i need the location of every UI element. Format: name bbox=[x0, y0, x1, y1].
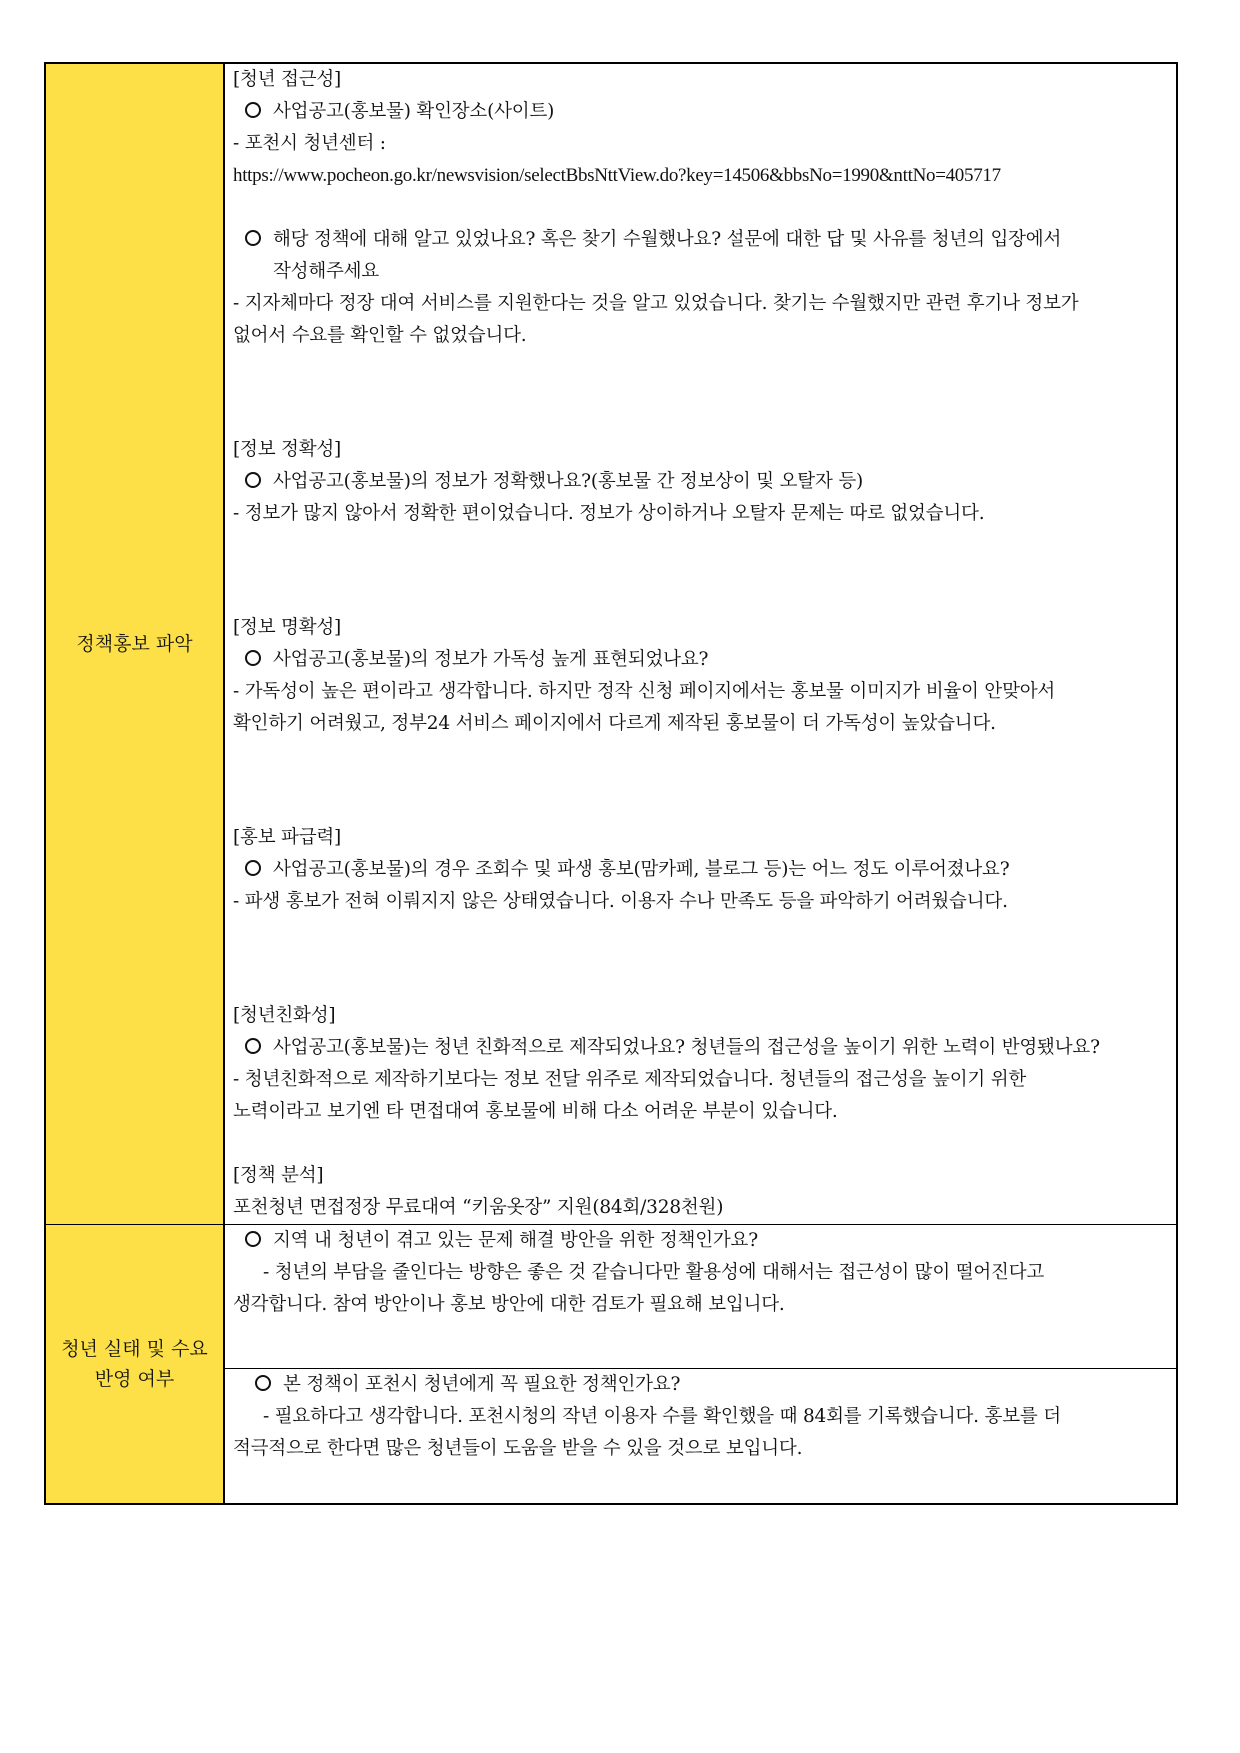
row-label-policy-promotion bbox=[45, 63, 224, 1225]
question-text: 사업공고(홍보물)의 정보가 정확했나요?(홍보물 간 정보상이 및 오탈자 등) bbox=[273, 471, 864, 492]
circle-bullet-icon bbox=[245, 472, 261, 488]
answer-text: 노력이라고 보기엔 타 면접대여 홍보물에 비해 다소 어려운 부분이 있습니다. bbox=[233, 1101, 838, 1122]
row-label-text: 청년 실태 및 수요 bbox=[61, 1338, 208, 1360]
question-text: 사업공고(홍보물) 확인장소(사이트) bbox=[273, 101, 555, 122]
section-heading-reach: [홍보 파급력] bbox=[233, 827, 342, 848]
answer-text: 없어서 수요를 확인할 수 없었습니다. bbox=[233, 325, 527, 346]
answer-text: - 청년의 부담을 줄인다는 방향은 좋은 것 같습니다만 활용성에 대해서는 접근성이 많이 떨어진다고 bbox=[263, 1262, 1045, 1283]
question-item bbox=[233, 1369, 1166, 1401]
question-text: 사업공고(홍보물)의 경우 조회수 및 파생 홍보(맘카페, 블로그 등)는 어느 정도 이루어졌나요? bbox=[273, 859, 1010, 880]
answer-text: - 정보가 많지 않아서 정확한 편이었습니다. 정보가 상이하거나 오탈자 문제는 따로 없었습니다. bbox=[233, 503, 985, 524]
section-heading-clarity: [정보 명확성] bbox=[233, 617, 342, 638]
circle-bullet-icon bbox=[245, 1231, 261, 1247]
answer-text: - 파생 홍보가 전혀 이뤄지지 않은 상태였습니다. 이용자 수나 만족도 등을 파악하기 어려웠습니다. bbox=[233, 891, 1008, 912]
answer-text: - 청년친화적으로 제작하기보다는 정보 전달 위주로 제작되었습니다. 청년들의 접근성을 높이기 위한 bbox=[233, 1069, 1027, 1090]
question-item bbox=[233, 644, 1166, 676]
content-cell-policy-promotion bbox=[224, 63, 1177, 1225]
row-label-youth-demand bbox=[45, 1225, 224, 1505]
question-item bbox=[233, 466, 1166, 498]
url-text: https://www.pocheon.go.kr/newsvision/selectBbsNttView.do?key=14506&bbsNo=1990&nttNo=405717 bbox=[233, 165, 1001, 186]
section-heading-accuracy: [정보 정확성] bbox=[233, 439, 342, 460]
answer-text: 확인하기 어려웠고, 정부24 서비스 페이지에서 다르게 제작된 홍보물이 더 가독성이 높았습니다. bbox=[233, 713, 996, 734]
content-cell-demand-part2 bbox=[224, 1369, 1177, 1505]
content-body bbox=[225, 64, 1176, 1224]
question-continuation: 작성해주세요 bbox=[273, 261, 380, 282]
question-item bbox=[233, 1225, 1166, 1257]
question-item bbox=[233, 1032, 1166, 1064]
question-item bbox=[233, 854, 1166, 886]
evaluation-table bbox=[44, 62, 1178, 1505]
circle-bullet-icon bbox=[245, 102, 261, 118]
answer-text: - 필요하다고 생각합니다. 포천시청의 작년 이용자 수를 확인했을 때 84회를 기록했습니다. 홍보를 더 bbox=[263, 1406, 1061, 1427]
circle-bullet-icon bbox=[245, 650, 261, 666]
table-row bbox=[45, 1225, 1177, 1369]
circle-bullet-icon bbox=[245, 1038, 261, 1054]
row-label-text: 정책홍보 파악 bbox=[76, 633, 193, 655]
answer-text: - 가독성이 높은 편이라고 생각합니다. 하지만 정작 신청 페이지에서는 홍보물 이미지가 비율이 안맞아서 bbox=[233, 681, 1056, 702]
answer-text: - 포천시 청년센터 : bbox=[233, 133, 386, 154]
question-text: 해당 정책에 대해 알고 있었나요? 혹은 찾기 수월했나요? 설문에 대한 답 및 사유를 청년의 입장에서 bbox=[273, 229, 1062, 250]
question-text: 본 정책이 포천시 청년에게 꼭 필요한 정책인가요? bbox=[283, 1374, 681, 1395]
answer-text: 생각합니다. 참여 방안이나 홍보 방안에 대한 검토가 필요해 보입니다. bbox=[233, 1294, 785, 1315]
section-heading-analysis: [정책 분석] bbox=[233, 1165, 324, 1186]
question-text: 지역 내 청년이 겪고 있는 문제 해결 방안을 위한 정책인가요? bbox=[273, 1230, 758, 1251]
question-item bbox=[233, 96, 1166, 128]
circle-bullet-icon bbox=[245, 230, 261, 246]
section-heading-friendliness: [청년친화성] bbox=[233, 1005, 336, 1026]
question-item bbox=[233, 224, 1166, 256]
question-text: 사업공고(홍보물)는 청년 친화적으로 제작되었나요? 청년들의 접근성을 높이기 위한 노력이 반영됐나요? bbox=[273, 1037, 1100, 1058]
circle-bullet-icon bbox=[245, 860, 261, 876]
analysis-text: 포천청년 면접정장 무료대여 “키움옷장” 지원(84회/328천원) bbox=[233, 1197, 724, 1218]
content-cell-demand-part1 bbox=[224, 1225, 1177, 1369]
answer-text: - 지자체마다 정장 대여 서비스를 지원한다는 것을 알고 있었습니다. 찾기는 수월했지만 관련 후기나 정보가 bbox=[233, 293, 1079, 314]
question-text: 사업공고(홍보물)의 정보가 가독성 높게 표현되었나요? bbox=[273, 649, 709, 670]
section-heading-accessibility: [청년 접근성] bbox=[233, 69, 342, 90]
row-label-text: 반영 여부 bbox=[94, 1368, 175, 1390]
answer-text: 적극적으로 한다면 많은 청년들이 도움을 받을 수 있을 것으로 보입니다. bbox=[233, 1438, 803, 1459]
table-row bbox=[45, 63, 1177, 1225]
circle-bullet-icon bbox=[255, 1375, 271, 1391]
content-body bbox=[225, 1225, 1176, 1321]
content-body bbox=[225, 1369, 1176, 1465]
